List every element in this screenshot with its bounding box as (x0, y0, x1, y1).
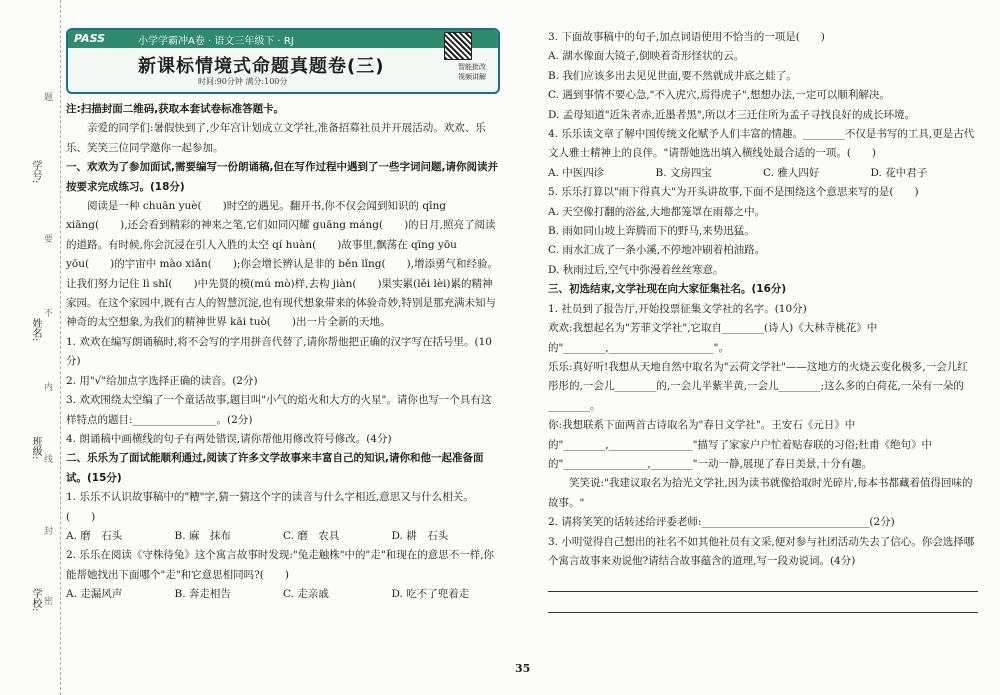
question-text: C. 雨水汇成了一条小溪,不停地冲刷着柏油路。 (548, 244, 766, 257)
pass-logo: PASS (74, 32, 106, 45)
name-label: 姓名: (30, 318, 41, 342)
question-text: D. 秋雨过后,空气中弥漫着丝丝寒意。 (548, 263, 724, 276)
section-heading: 二、乐乐为了面试能顺利通过,阅读了许多文学故事来丰富自己的知识,请你和他一起准备面试。(15分) (66, 452, 484, 484)
option-row (548, 164, 978, 183)
binding-margin (0, 0, 61, 695)
student-id-label: 学号: (30, 160, 41, 184)
option[interactable]: C. 走亲戚 (283, 588, 329, 601)
section-heading: 注:扫描封面二维码,获取本套试卷标准答题卡。 (66, 103, 285, 115)
option[interactable]: D. 吃不了兜着走 (391, 588, 470, 601)
option[interactable]: A. 走漏风声 (66, 588, 123, 601)
series-title: 小学学霸冲A卷 · 语文三年级下 · RJ (138, 36, 294, 47)
question-text: 4. 朗诵稿中画横线的句子有两处错误,请你帮他用修改符号修改。(4分) (66, 432, 392, 445)
option[interactable]: A. 中医四诊 (548, 166, 605, 179)
question-text: 1. 欢欢在编写朗诵稿时,将不会写的字用拼音代替了,请你帮他把正确的汉字写在括号里。(10分) (66, 335, 492, 368)
question-text: 2. 请将笑笑的话转述给评委老师:________________________________(2分) (548, 516, 895, 529)
seal-char: 题 (44, 93, 54, 103)
question-text: 你:我想联系下面两首古诗取名为"春日文学社"。王安石《元日》中的"________,________________"描写了家家户户忙着贴春联的习俗;杜甫《绝句》中的"________________,________"一动一静,展现了春日美景,十分有趣。 (548, 419, 933, 470)
question-text: 3. 下面故事稿中的句子,加点词语使用不恰当的一项是( ) (548, 31, 825, 43)
option[interactable]: C. 雅人四好 (763, 166, 820, 179)
seal-char: 要 (44, 235, 54, 245)
qr-code-icon[interactable] (444, 32, 472, 60)
question-text: 乐乐:真好听!我想从天地自然中取名为"云荷文学社"——这地方的火烧云变化极多,一会儿红彤彤的,一会儿________的,一会儿半紫半黄,一会儿________;这么多的白荷花,一朵有一朵的________。 (548, 360, 968, 412)
question-text: 2. 用"√"给加点字选择正确的读音。(2分) (66, 374, 258, 387)
right-column (548, 28, 978, 613)
question-text: 1. 社员到了报告厅,开始投票征集文学社的名字。(10分) (548, 302, 807, 315)
seal-char: 密 (44, 597, 54, 607)
seal-char: 封 (44, 527, 54, 537)
left-column (66, 28, 500, 605)
option[interactable]: B. 麻 抹布 (174, 529, 231, 542)
option-row (66, 585, 500, 604)
section-heading: 一、欢欢为了参加面试,需要编写一份朗诵稿,但在写作过程中遇到了一些字词问题,请你阅读并按要求完成练习。(18分) (66, 161, 498, 193)
left-questions (66, 100, 500, 605)
exam-title: 新课标情境式命题真题卷(三) (138, 56, 385, 77)
question-text: 笑笑说:"我建议取名为拾光文学社,因为读书就像拾取时光碎片,每本书都藏着值得回味的故事。" (548, 477, 973, 509)
option[interactable]: B. 奔走相告 (174, 588, 231, 601)
question-text: A. 湖水像面大镜子,倒映着奇形怪状的云。 (548, 50, 745, 63)
right-questions (548, 28, 978, 571)
school-label: 学校: (30, 588, 41, 612)
page-number: 35 (515, 662, 531, 675)
option[interactable]: C. 磨 农具 (283, 529, 340, 542)
question-text: B. 雨如同山坡上奔腾而下的野马,来势迅猛。 (548, 225, 755, 238)
question-text: 3. 欢欢围绕太空编了一个童话故事,题目叫"小气的焰火和大方的火星"。请你也写一个具有这样特点的题目:________________。(2分) (66, 394, 492, 426)
question-text: B. 我们应该多出去见见世面,要不然就成井底之蛙了。 (548, 69, 797, 82)
option[interactable]: A. 磨 石头 (66, 529, 123, 542)
seal-char: 线 (44, 455, 54, 465)
question-text: 2. 乐乐在阅读《守株待兔》这个寓言故事时发现:"兔走触株"中的"走"和现在的意思不一样,你能帮她找出下面哪个"走"和它意思相同吗?( ) (66, 549, 495, 581)
question-text: 欢欢:我想起名为"芳菲文学社",它取自________(诗人)《大林寺桃花》中的"________,____________________"。 (548, 322, 878, 354)
question-text: D. 孟母知道"近朱者赤,近墨者黑",所以才三迁住所为孟子寻找良好的成长环境。 (548, 108, 916, 121)
question-text: C. 遇到事情不要心急,"不入虎穴,焉得虎子",想想办法,一定可以顺利解决。 (548, 89, 890, 102)
seal-char: 不 (44, 309, 54, 319)
answer-line[interactable] (548, 594, 978, 613)
question-text: 3. 小明觉得自己想出的社名不如其他社员有文采,便对参与社团活动失去了信心。你会选择哪个寓言故事来劝说他?请结合故事蕴含的道理,写一段劝说词。(4分) (548, 535, 975, 567)
question-text: A. 天空像打翻的浴盆,大地都笼罩在雨幕之中。 (548, 205, 766, 218)
question-text: 亲爱的同学们:暑假快到了,少年宫计划成立文学社,准备招募社员并开展活动。欢欢、乐乐、笑笑三位同学邀你一起参加。 (66, 122, 486, 154)
class-label: 班级: (30, 436, 41, 460)
option[interactable]: B. 文房四宝 (655, 166, 712, 179)
question-text: 4. 乐乐读文章了解中国传统文化赋予人们丰富的情趣。________不仅是书写的工具,更是古代文人雅士精神上的良伴。"请帮她选出填入横线处最合适的一项。( ) (548, 128, 975, 160)
exam-meta: 时间:90分钟 满分:100分 (198, 77, 288, 86)
qr-caption: 智能批改 视频讲解 (458, 63, 486, 81)
question-text: 1. 乐乐不认识故事稿中的"糟"字,猜一猜这个字的读音与什么字相近,意思又与什么相关。( ) (66, 491, 474, 523)
answer-line[interactable] (548, 573, 978, 592)
question-text: 阅读是一种 chuān yuè( )时空的遇见。翻开书,你不仅会闻到知识的 qīng xiāng( ),还会看到精彩的神来之笔,它们如同闪耀 guāng máng( )的日月,照亮了阅读的道路。有时候,你会沉浸在引人入胜的太空 qí huàn( )故事里,飘荡在 qīng yōu yōu( )的宇宙中 mào xiǎn( );你会增长辨认是非的 běn lǐng( ),增添勇气和经验。让我们努力记住 lì shǐ( )中先贤的模(mú mò)样,去构 jiàn( )果实累(lěi lèi)累的精神家园。在这个家园中,既有古人的智慧沉淀,也有现代想象带来的体验奇妙,特别是那充满未知与神奇的太空想象,为我们的精神世界 kāi tuò( )出一片全新的天地。 (66, 200, 499, 329)
exam-header (66, 28, 500, 94)
seal-char: 内 (44, 383, 54, 393)
option[interactable]: D. 耕 石头 (391, 529, 449, 542)
option-row (66, 527, 500, 546)
option[interactable]: D. 花中君子 (870, 166, 928, 179)
question-text: 5. 乐乐打算以"雨下得真大"为开头讲故事,下面不是围绕这个意思来写的是( ) (548, 186, 919, 199)
section-heading: 三、初选结束,文学社现在向大家征集社名。(16分) (548, 283, 787, 296)
